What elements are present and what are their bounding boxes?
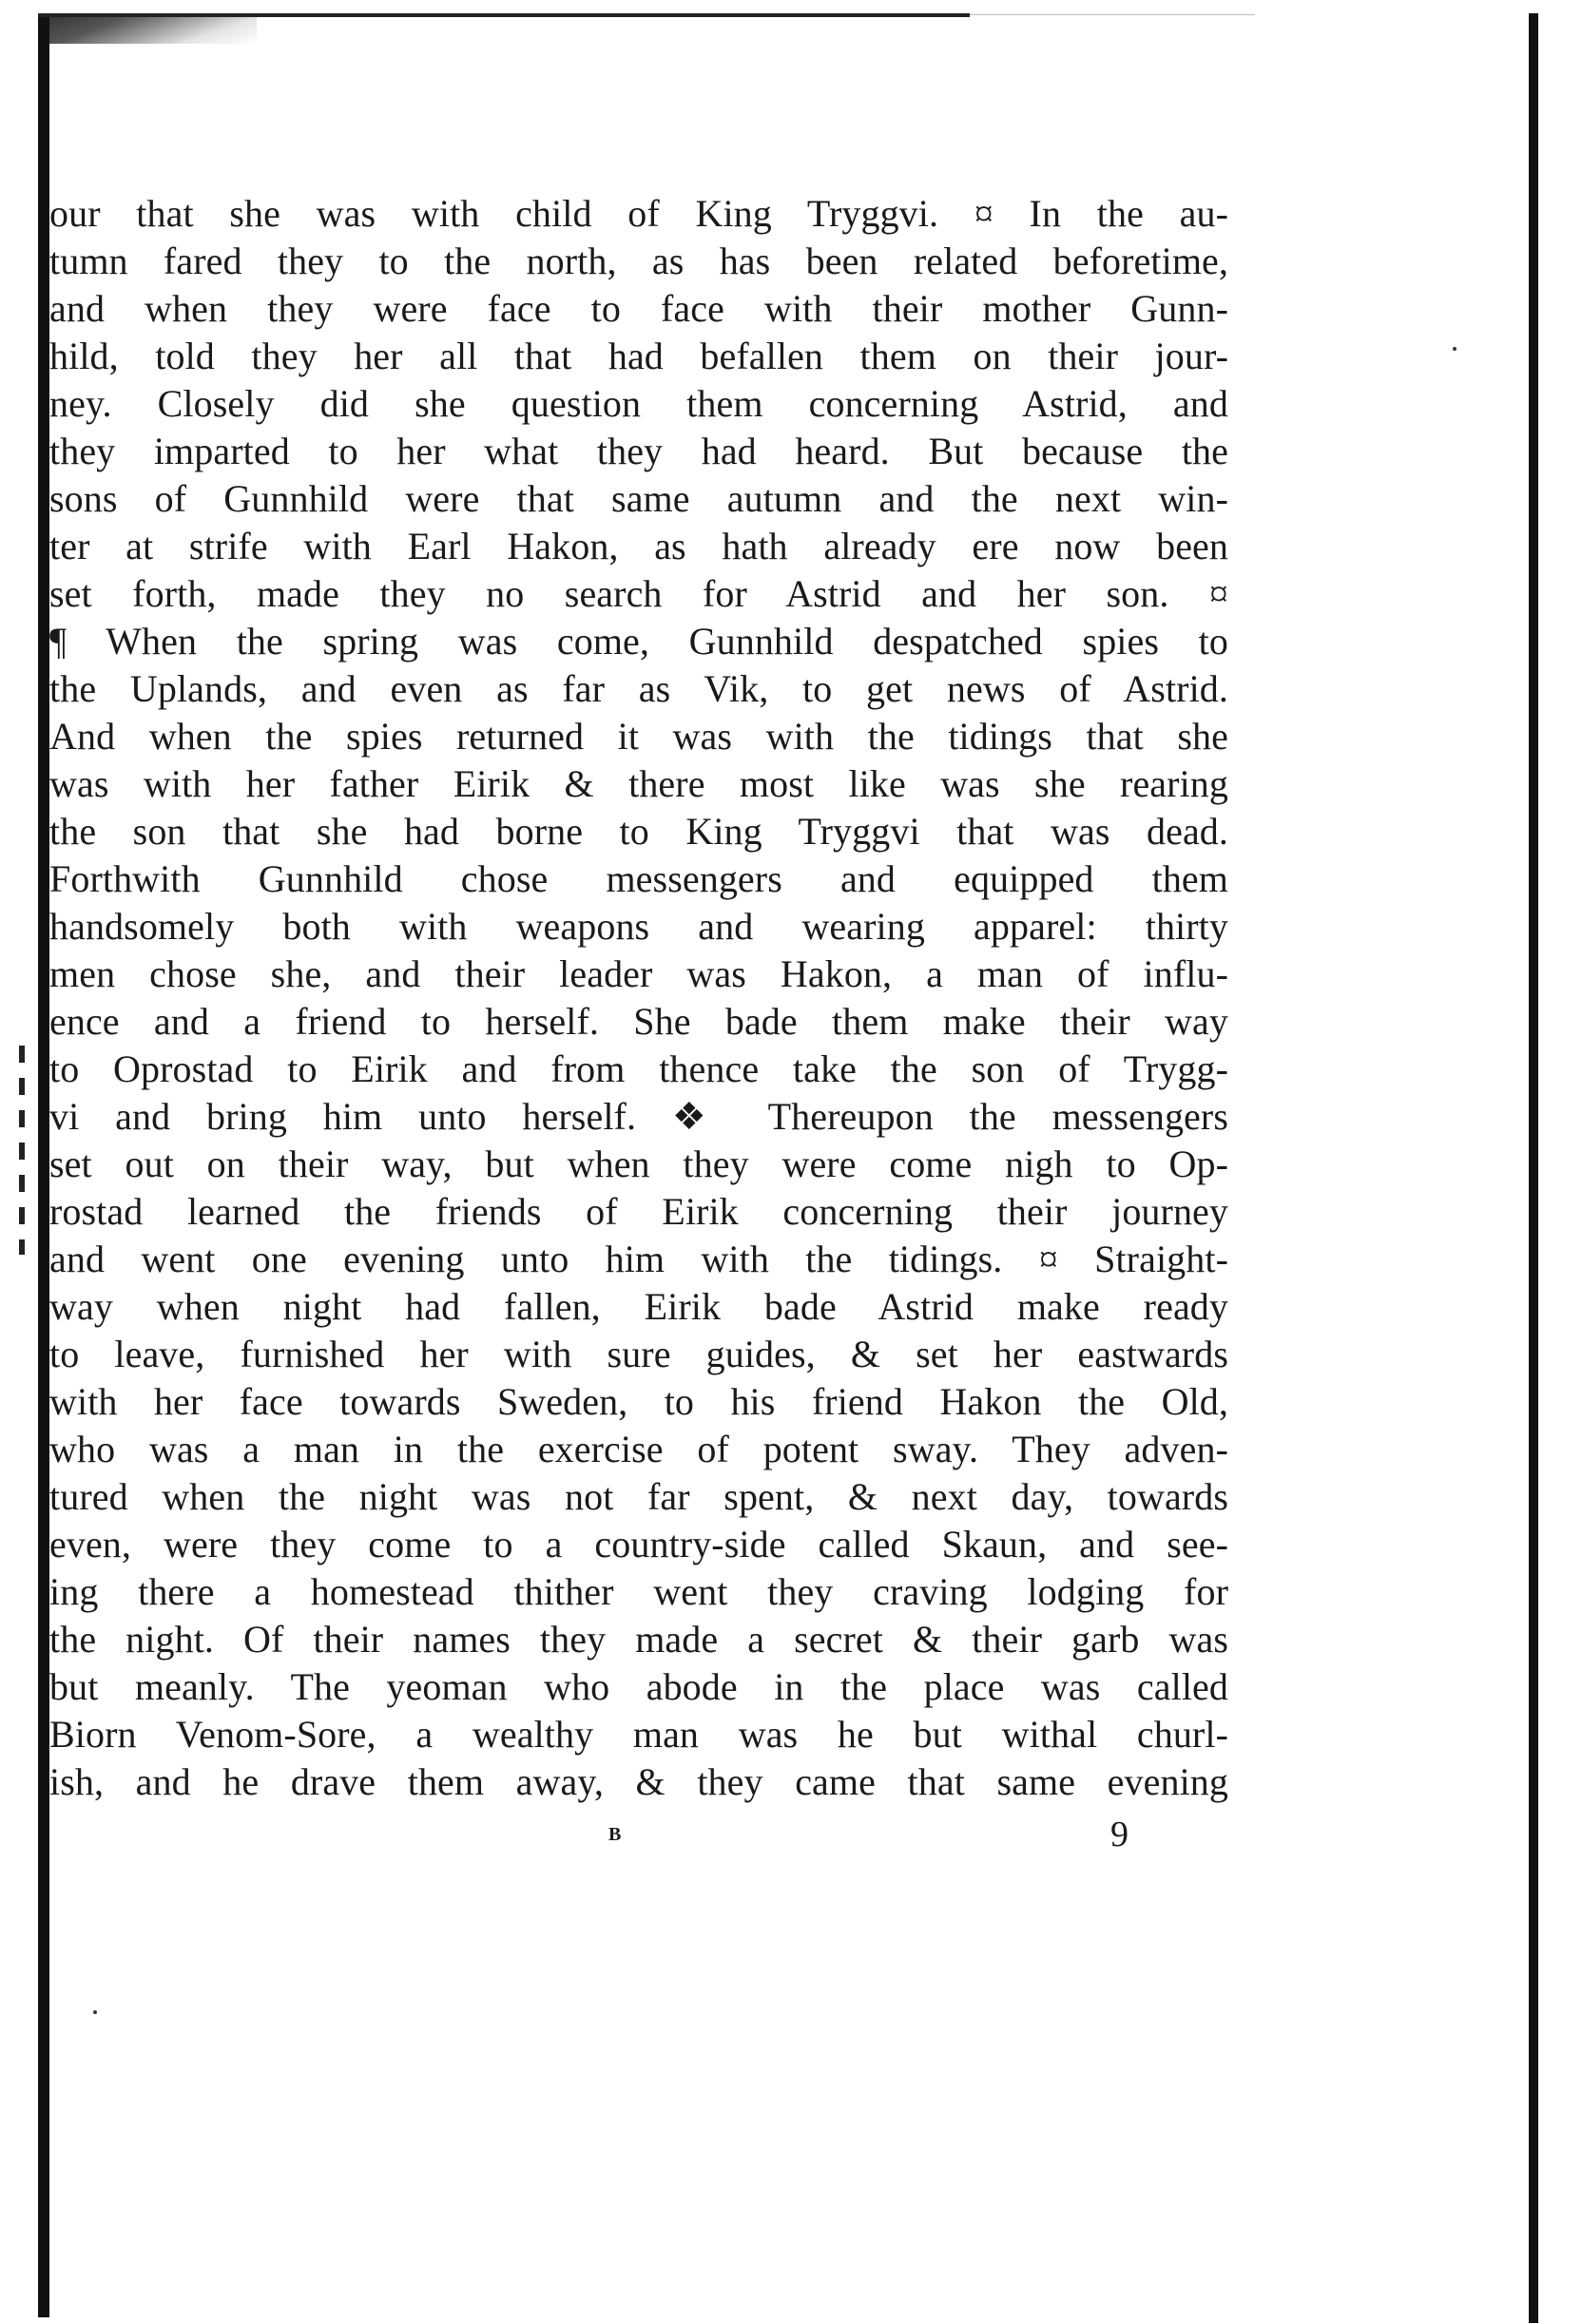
top-edge-fade (970, 14, 1255, 15)
text-line: sons of Gunnhild were that same autumn and the next win- (49, 477, 1228, 520)
right-page-edge (1529, 13, 1538, 2323)
text-line: they imparted to her what they had heard. But because the (49, 430, 1228, 472)
text-line: tured when the night was not far spent, & next day, towards (49, 1475, 1228, 1518)
text-line: way when night had fallen, Eirik bade Astrid make ready (49, 1285, 1228, 1328)
text-line: Biorn Venom-Sore, a wealthy man was he but withal churl- (49, 1713, 1228, 1756)
text-line: rostad learned the friends of Eirik concerning their journey (49, 1190, 1228, 1233)
text-line: ney. Closely did she question them concerning Astrid, and (49, 382, 1228, 425)
text-line: and when they were face to face with their mother Gunn- (49, 287, 1228, 330)
binding-marks (19, 1046, 25, 1255)
text-line: handsomely both with weapons and wearing apparel: thirty (49, 905, 1228, 948)
text-line: who was a man in the exercise of potent sway. They adven- (49, 1428, 1228, 1470)
text-line: Forthwith Gunnhild chose messengers and equipped them (49, 857, 1228, 900)
text-line: to leave, furnished her with sure guides, & set her eastwards (49, 1333, 1228, 1375)
text-line: men chose she, and their leader was Hakon, a man of influ- (49, 952, 1228, 995)
text-line: hild, told they her all that had befallen them on their jour- (49, 335, 1228, 377)
signature-mark: B (608, 1824, 623, 1845)
text-line: with her face towards Sweden, to his friend Hakon the Old, (49, 1380, 1228, 1423)
text-line: And when the spies returned it was with the tidings that she (49, 715, 1228, 758)
text-line: ence and a friend to herself. She bade them make their way (49, 1000, 1228, 1043)
text-line: ish, and he drave them away, & they came that same evening (49, 1760, 1228, 1803)
page-footer (0, 1811, 1582, 1858)
text-line: the night. Of their names they made a secret & their garb was (49, 1618, 1228, 1661)
text-line: set out on their way, but when they were come nigh to Op- (49, 1143, 1228, 1185)
text-line: the son that she had borne to King Tryggvi that was dead. (49, 810, 1228, 853)
text-line: but meanly. The yeoman who abode in the place was called (49, 1665, 1228, 1708)
text-line: to Oprostad to Eirik and from thence take the son of Trygg- (49, 1047, 1228, 1090)
text-line: the Uplands, and even as far as Vik, to get news of Astrid. (49, 667, 1228, 710)
body-text (49, 190, 1228, 1806)
text-line: our that she was with child of King Tryggvi. ¤ In the au- (49, 192, 1228, 235)
page-number: 9 (1110, 1815, 1129, 1854)
text-line: ing there a homestead thither went they craving lodging for (49, 1570, 1228, 1613)
text-line: and went one evening unto him with the tidings. ¤ Straight- (49, 1238, 1228, 1280)
text-line: ter at strife with Earl Hakon, as hath already ere now been (49, 525, 1228, 567)
text-line: tumn fared they to the north, as has been related beforetime, (49, 240, 1228, 282)
text-line: ¶ When the spring was come, Gunnhild despatched spies to (49, 620, 1228, 663)
scan-speck (1453, 347, 1457, 351)
text-line: was with her father Eirik & there most like was she rearing (49, 762, 1228, 805)
text-line: vi and bring him unto herself. ❖ Thereupon the messengers (49, 1095, 1228, 1138)
left-page-edge (38, 17, 49, 2317)
scan-speck (93, 2010, 97, 2014)
text-line: even, were they come to a country-side called Skaun, and see- (49, 1523, 1228, 1565)
text-line: set forth, made they no search for Astrid and her son. ¤ (49, 572, 1228, 615)
scan-corner-shadow (38, 17, 257, 44)
